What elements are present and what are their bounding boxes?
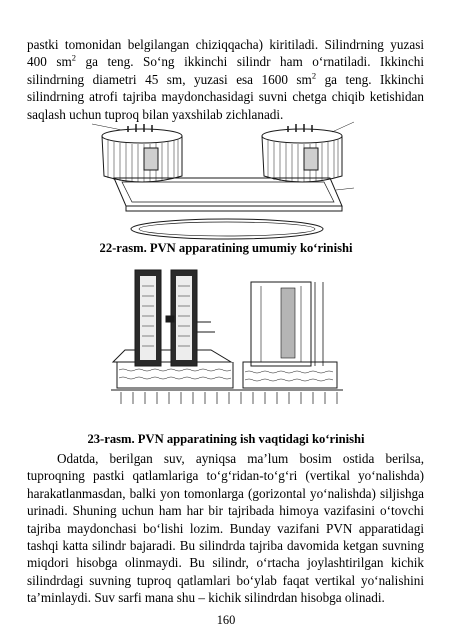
text-line: silindrning diametri 45 sm, yuzasi esa 1600 $sm^2$ ga teng. Ikkinchi: [27, 70, 424, 87]
text-line: Odatda, berilgan suv, ayniqsa ma’lum bosim ostida berilsa,: [57, 451, 424, 466]
text-line: silindrning atrofi tajriba maydonchasidagi suvni chetga chiqib ketishidan: [27, 89, 424, 105]
top-paragraph: [27, 36, 424, 123]
text-line: saqlash uchun tuproq bilan yaxshilab zichlanadi.: [27, 106, 284, 122]
text-line: tashqi katta silindr bajaradi. Bu silindrda tajriba davomida ketgan suvning: [27, 538, 424, 554]
figure-22-drawing: [92, 118, 362, 242]
text-line: harakatlanmasdan, balki yon tomonlarga (gorizontal yo‘nalishda) siljishga: [27, 485, 424, 501]
text-line: 400 $sm^2$ ga teng. So‘ng ikkinchi silindr ham o‘rnatiladi. Ikkinchi: [27, 53, 425, 70]
text-line: urinadi. Shuning uchun ham har bir tajribada himoya vazifasini o‘tovchi: [27, 503, 424, 519]
body-paragraph: [27, 450, 424, 607]
page-number: 160: [216, 613, 236, 627]
figure-23-drawing: [111, 262, 343, 408]
figure-22-caption: 22-rasm. PVN apparatining umumiy ko‘rinishi: [99, 241, 353, 255]
text-line: tajriba maydonchasi bo‘lishi lozim. Bunday vazifani PVN apparatidagi: [27, 520, 424, 536]
text-line: silindrdagi suvning tuproq qatlamlari bo‘ylab faqat vertikal yo‘nalishini: [27, 572, 424, 588]
text-line: ta’minlaydi. Suv sarfi mana shu – kichik silindrdan hisobga olinadi.: [27, 590, 385, 606]
figure-23-caption: 23-rasm. PVN apparatining ish vaqtidagi ko‘rinishi: [87, 432, 365, 446]
text-line: miqdori hisobga olinmaydi. Bu silindr, o‘rtacha joylashtirilgan kichik: [27, 555, 424, 571]
text-line: tuproqning pastki qatlamlariga to‘g‘ridan-to‘g‘ri (vertikal yo‘nalishda): [27, 468, 424, 484]
text-line: pastki tomonidan belgilangan chiziqqacha) kiritiladi. Silindrning yuzasi: [27, 37, 424, 52]
